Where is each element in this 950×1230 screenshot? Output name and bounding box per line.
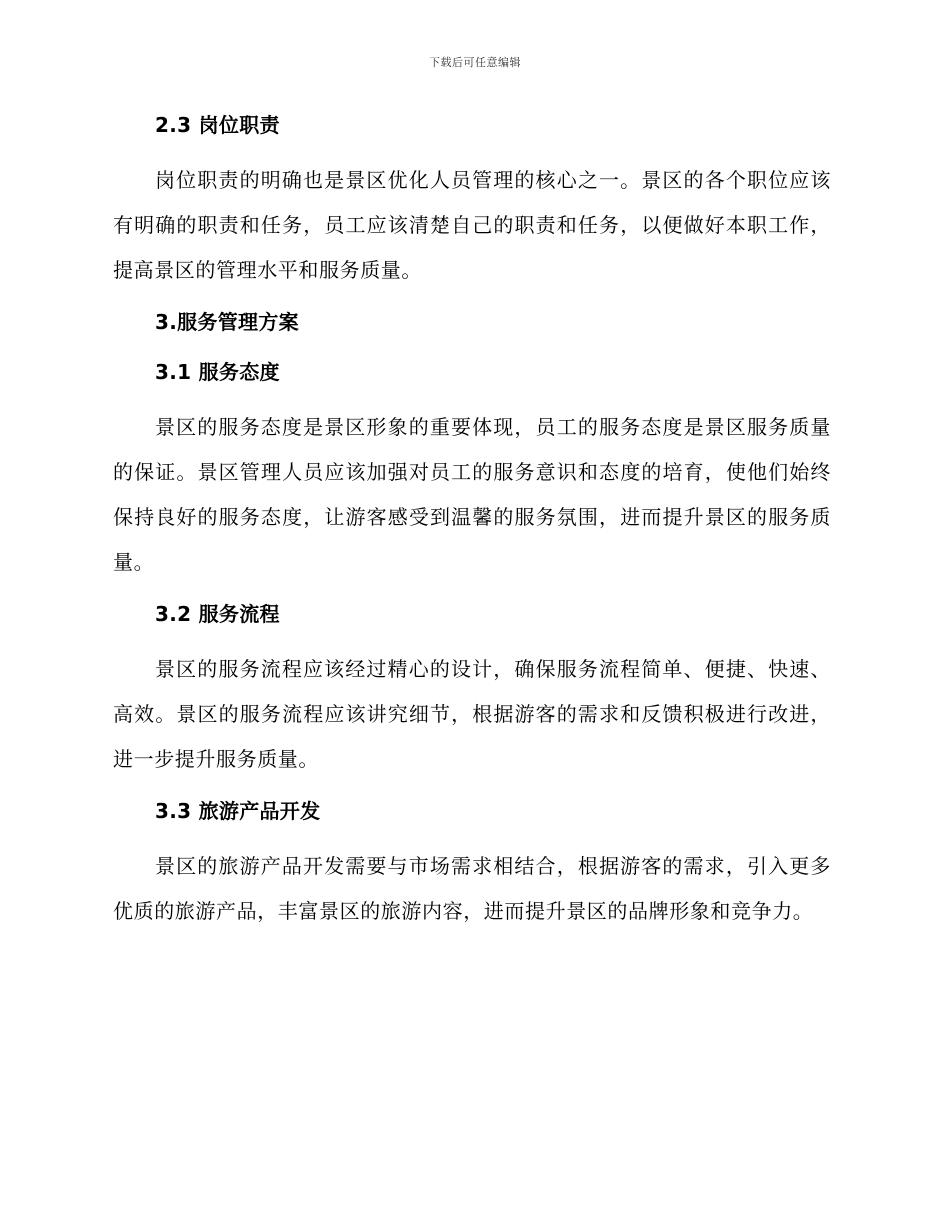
section-heading-3-3: 3.3 旅游产品开发	[155, 799, 321, 823]
document-body	[113, 108, 831, 946]
section-paragraph-2-3: 岗位职责的明确也是景区优化人员管理的核心之一。景区的各个职位应该有明确的职责和任务，员工应该清楚自己的职责和任务，以便做好本职工作，提高景区的管理水平和服务质量。	[113, 168, 831, 282]
section-heading-3-1: 3.1 服务态度	[155, 360, 280, 384]
page-header: 下载后可任意编辑	[429, 56, 521, 69]
section-paragraph-3-3: 景区的旅游产品开发需要与市场需求相结合，根据游客的需求，引入更多优质的旅游产品，丰富景区的旅游内容，进而提升景区的品牌形象和竞争力。	[113, 854, 831, 923]
section-heading-3-2: 3.2 服务流程	[155, 602, 280, 626]
section-heading-2-3: 2.3 岗位职责	[155, 113, 280, 137]
section-paragraph-3-2: 景区的服务流程应该经过精心的设计，确保服务流程简单、便捷、快速、高效。景区的服务流程应该讲究细节，根据游客的需求和反馈积极进行改进，进一步提升服务质量。	[113, 657, 831, 771]
section-paragraph-3-1: 景区的服务态度是景区形象的重要体现，员工的服务态度是景区服务质量的保证。景区管理人员应该加强对员工的服务意识和态度的培育，使他们始终保持良好的服务态度，让游客感受到温馨的服务氛围，进而提升景区的服务质量。	[113, 415, 831, 574]
section-heading-3: 3.服务管理方案	[155, 310, 299, 334]
